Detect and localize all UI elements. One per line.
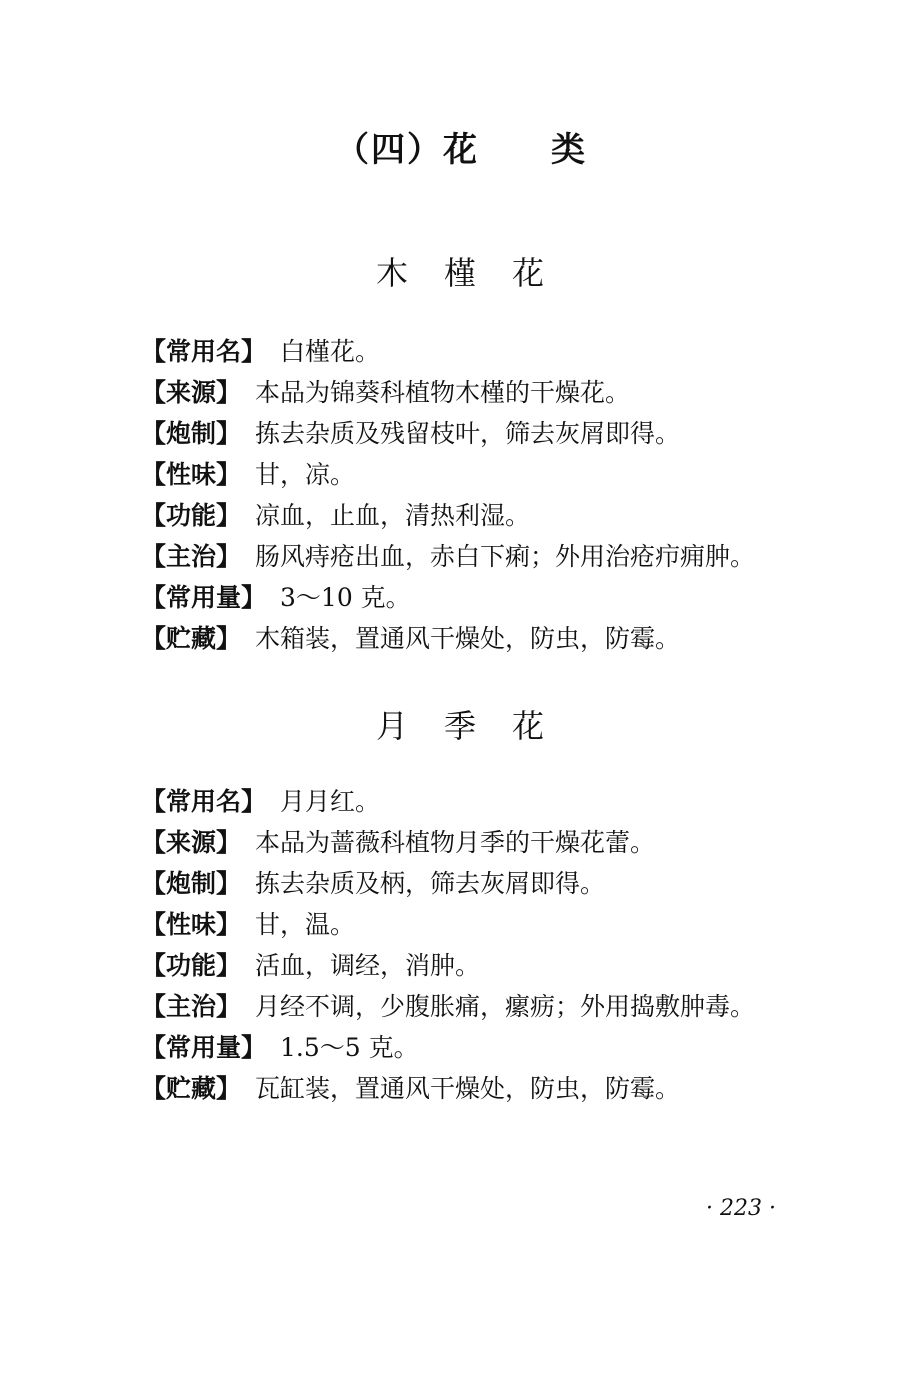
entry-label: 【贮藏】 xyxy=(141,1074,242,1103)
entry-label: 【性味】 xyxy=(141,460,242,489)
entry-label: 【来源】 xyxy=(141,828,242,857)
entry-common-name xyxy=(141,331,861,372)
entry-indications xyxy=(141,536,861,577)
entry-label: 【常用名】 xyxy=(141,787,267,816)
herb-title-mujinhua: 木 槿 花 xyxy=(375,254,546,292)
section-title: （四）花 类 xyxy=(335,130,587,170)
entry-indications xyxy=(141,986,861,1027)
entry-label: 【炮制】 xyxy=(141,869,242,898)
entry-nature-flavor xyxy=(141,454,861,495)
entry-text: 瓦缸装，置通风干燥处，防虫，防霉。 xyxy=(255,1074,681,1103)
entry-label: 【炮制】 xyxy=(141,419,242,448)
entry-text: 拣去杂质及残留枝叶，筛去灰屑即得。 xyxy=(255,419,681,448)
entry-source xyxy=(141,822,861,863)
entry-nature-flavor xyxy=(141,904,861,945)
entry-label: 【功能】 xyxy=(141,501,242,530)
entry-label: 【来源】 xyxy=(141,378,242,407)
entry-text: 凉血，止血，清热利湿。 xyxy=(255,501,531,530)
entry-function xyxy=(141,945,861,986)
entry-processing xyxy=(141,863,861,904)
entry-processing xyxy=(141,413,861,454)
entry-storage xyxy=(141,1068,861,1109)
entry-label: 【功能】 xyxy=(141,951,242,980)
herb-title-yuejihua: 月 季 花 xyxy=(375,707,546,745)
herb-entries-mujinhua xyxy=(141,331,861,659)
page-number: · 223 · xyxy=(706,1196,776,1221)
entry-text: 拣去杂质及柄，筛去灰屑即得。 xyxy=(255,869,606,898)
herb-entries-yuejihua xyxy=(141,781,861,1109)
entry-text: 甘，凉。 xyxy=(255,460,356,489)
entry-common-name xyxy=(141,781,861,822)
entry-label: 【主治】 xyxy=(141,992,242,1021)
entry-label: 【主治】 xyxy=(141,542,242,571)
entry-dosage xyxy=(141,577,861,618)
entry-text: 3～10 克。 xyxy=(280,583,411,612)
entry-text: 甘，温。 xyxy=(255,910,356,939)
entry-text: 1.5～5 克。 xyxy=(280,1033,419,1062)
entry-label: 【常用量】 xyxy=(141,583,267,612)
entry-text: 月经不调，少腹胀痛，瘰疬；外用捣敷肿毒。 xyxy=(255,992,756,1021)
entry-label: 【常用名】 xyxy=(141,337,267,366)
entry-source xyxy=(141,372,861,413)
entry-text: 木箱装，置通风干燥处，防虫，防霉。 xyxy=(255,624,681,653)
entry-text: 本品为锦葵科植物木槿的干燥花。 xyxy=(255,378,631,407)
entry-text: 白槿花。 xyxy=(280,337,381,366)
entry-label: 【性味】 xyxy=(141,910,242,939)
entry-storage xyxy=(141,618,861,659)
entry-text: 活血，调经，消肿。 xyxy=(255,951,481,980)
entry-text: 肠风痔疮出血，赤白下痢；外用治疮疖痈肿。 xyxy=(255,542,756,571)
entry-label: 【贮藏】 xyxy=(141,624,242,653)
entry-text: 月月红。 xyxy=(280,787,381,816)
entry-label: 【常用量】 xyxy=(141,1033,267,1062)
entry-text: 本品为蔷薇科植物月季的干燥花蕾。 xyxy=(255,828,656,857)
entry-dosage xyxy=(141,1027,861,1068)
entry-function xyxy=(141,495,861,536)
